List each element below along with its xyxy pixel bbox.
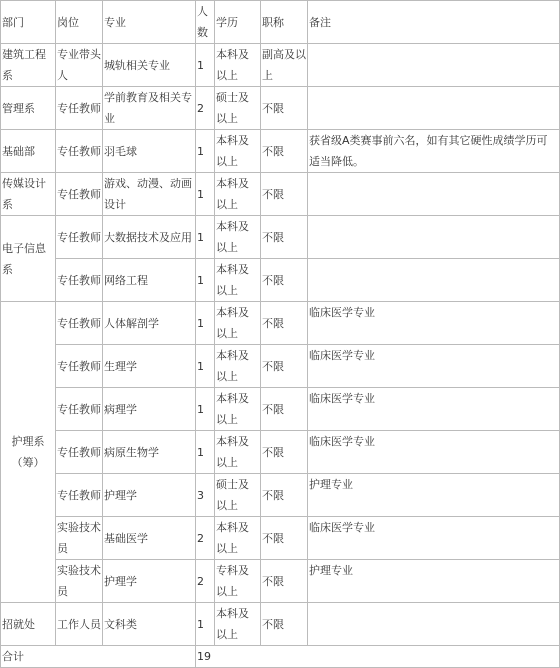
count-cell: 2 — [196, 560, 215, 603]
position-cell: 专任教师 — [56, 87, 103, 130]
education-cell: 硕士及以上 — [215, 474, 261, 517]
title-cell: 不限 — [261, 259, 308, 302]
remarks-cell: 获省级A类赛事前六名，如有其它硬性成绩学历可适当降低。 — [308, 130, 560, 173]
header-position: 岗位 — [56, 1, 103, 44]
table-row — [1, 130, 560, 173]
count-cell: 2 — [196, 87, 215, 130]
major-cell: 人体解剖学 — [103, 302, 196, 345]
position-cell: 专任教师 — [56, 388, 103, 431]
title-cell: 不限 — [261, 87, 308, 130]
major-cell: 基础医学 — [103, 517, 196, 560]
remarks-cell — [308, 603, 560, 646]
table-row — [1, 216, 560, 259]
major-cell: 城轨相关专业 — [103, 44, 196, 87]
education-cell: 本科及以上 — [215, 259, 261, 302]
dept-cell: 电子信息系 — [1, 216, 56, 302]
major-cell: 病原生物学 — [103, 431, 196, 474]
remarks-cell — [308, 259, 560, 302]
title-cell: 不限 — [261, 517, 308, 560]
table-row — [1, 474, 560, 517]
count-cell: 1 — [196, 345, 215, 388]
title-cell: 副高及以上 — [261, 44, 308, 87]
header-education: 学历 — [215, 1, 261, 44]
dept-cell: 招就处 — [1, 603, 56, 646]
major-cell: 游戏、动漫、动画设计 — [103, 173, 196, 216]
header-dept: 部门 — [1, 1, 56, 44]
education-cell: 本科及以上 — [215, 345, 261, 388]
table-row — [1, 431, 560, 474]
count-cell: 1 — [196, 216, 215, 259]
remarks-cell — [308, 216, 560, 259]
remarks-cell: 临床医学专业 — [308, 517, 560, 560]
table-row — [1, 388, 560, 431]
count-cell: 3 — [196, 474, 215, 517]
position-cell: 工作人员 — [56, 603, 103, 646]
count-cell: 1 — [196, 259, 215, 302]
table-row — [1, 345, 560, 388]
table-row — [1, 302, 560, 345]
position-cell: 专任教师 — [56, 302, 103, 345]
title-cell: 不限 — [261, 560, 308, 603]
major-cell: 病理学 — [103, 388, 196, 431]
count-cell: 1 — [196, 44, 215, 87]
total-count: 19 — [196, 646, 560, 668]
position-cell: 专任教师 — [56, 431, 103, 474]
header-row — [1, 1, 560, 44]
count-cell: 1 — [196, 130, 215, 173]
education-cell: 本科及以上 — [215, 603, 261, 646]
table-row — [1, 44, 560, 87]
position-cell: 实验技术员 — [56, 517, 103, 560]
count-cell: 1 — [196, 388, 215, 431]
major-cell: 护理学 — [103, 560, 196, 603]
remarks-cell — [308, 44, 560, 87]
count-cell: 1 — [196, 431, 215, 474]
remarks-cell: 临床医学专业 — [308, 302, 560, 345]
title-cell: 不限 — [261, 388, 308, 431]
education-cell: 本科及以上 — [215, 44, 261, 87]
education-cell: 本科及以上 — [215, 130, 261, 173]
position-cell: 专任教师 — [56, 130, 103, 173]
position-cell: 专任教师 — [56, 474, 103, 517]
header-remarks: 备注 — [308, 1, 560, 44]
table-row — [1, 259, 560, 302]
major-cell: 学前教育及相关专业 — [103, 87, 196, 130]
title-cell: 不限 — [261, 130, 308, 173]
header-count: 人数 — [196, 1, 215, 44]
title-cell: 不限 — [261, 474, 308, 517]
header-title: 职称 — [261, 1, 308, 44]
major-cell: 护理学 — [103, 474, 196, 517]
remarks-cell: 临床医学专业 — [308, 431, 560, 474]
count-cell: 1 — [196, 173, 215, 216]
position-cell: 实验技术员 — [56, 560, 103, 603]
education-cell: 专科及以上 — [215, 560, 261, 603]
remarks-cell — [308, 87, 560, 130]
total-label: 合计 — [1, 646, 196, 668]
table-row — [1, 560, 560, 603]
position-cell: 专任教师 — [56, 173, 103, 216]
title-cell: 不限 — [261, 345, 308, 388]
count-cell: 1 — [196, 603, 215, 646]
dept-cell: 建筑工程系 — [1, 44, 56, 87]
major-cell: 文科类 — [103, 603, 196, 646]
table-row — [1, 173, 560, 216]
position-cell: 专任教师 — [56, 345, 103, 388]
major-cell: 羽毛球 — [103, 130, 196, 173]
position-cell: 专任教师 — [56, 259, 103, 302]
education-cell: 硕士及以上 — [215, 87, 261, 130]
education-cell: 本科及以上 — [215, 431, 261, 474]
title-cell: 不限 — [261, 603, 308, 646]
dept-cell: 传媒设计系 — [1, 173, 56, 216]
remarks-cell — [308, 173, 560, 216]
position-cell: 专任教师 — [56, 216, 103, 259]
major-cell: 大数据技术及应用 — [103, 216, 196, 259]
title-cell: 不限 — [261, 431, 308, 474]
remarks-cell: 临床医学专业 — [308, 345, 560, 388]
education-cell: 本科及以上 — [215, 216, 261, 259]
education-cell: 本科及以上 — [215, 388, 261, 431]
major-cell: 网络工程 — [103, 259, 196, 302]
dept-cell: 管理系 — [1, 87, 56, 130]
education-cell: 本科及以上 — [215, 517, 261, 560]
table-row — [1, 603, 560, 646]
dept-cell: 基础部 — [1, 130, 56, 173]
position-cell: 专业带头人 — [56, 44, 103, 87]
table-row — [1, 517, 560, 560]
header-major: 专业 — [103, 1, 196, 44]
count-cell: 1 — [196, 302, 215, 345]
title-cell: 不限 — [261, 216, 308, 259]
title-cell: 不限 — [261, 302, 308, 345]
remarks-cell: 护理专业 — [308, 474, 560, 517]
remarks-cell: 临床医学专业 — [308, 388, 560, 431]
major-cell: 生理学 — [103, 345, 196, 388]
remarks-cell: 护理专业 — [308, 560, 560, 603]
dept-cell: 护理系（筹） — [1, 302, 56, 603]
education-cell: 本科及以上 — [215, 173, 261, 216]
count-cell: 2 — [196, 517, 215, 560]
education-cell: 本科及以上 — [215, 302, 261, 345]
title-cell: 不限 — [261, 173, 308, 216]
table-row — [1, 87, 560, 130]
